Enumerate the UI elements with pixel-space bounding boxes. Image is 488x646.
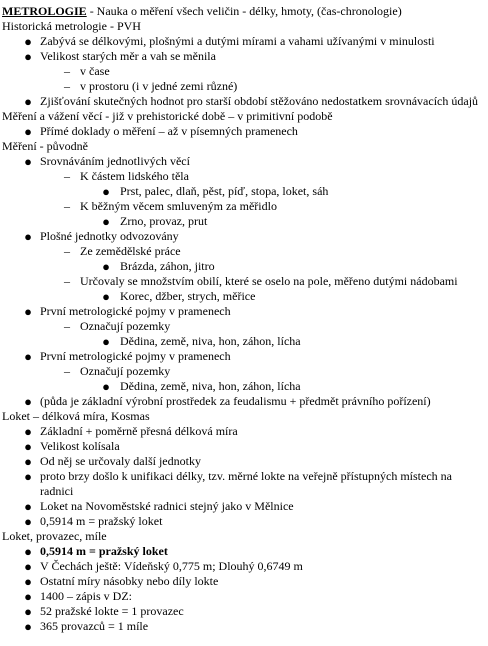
outline-item <box>2 199 482 214</box>
outline-item <box>2 469 482 499</box>
item-text: 1400 – zápis v DZ: <box>40 589 132 603</box>
item-text: Určovaly se množstvím obilí, které se oselo na pole, měřeno dutými nádobami <box>80 274 458 288</box>
bullet-icon: ● <box>24 304 32 319</box>
item-text: K běžným věcem smluveným za měřidlo <box>80 199 277 213</box>
item-text: Zabývá se délkovými, plošnými a dutými mírami a vahami užívanými v minulosti <box>40 34 435 48</box>
bullet-icon: ● <box>24 514 32 529</box>
dash-icon: – <box>64 364 70 378</box>
item-text: Historická metrologie - PVH <box>2 19 141 33</box>
outline-item <box>2 334 482 349</box>
item-text: v čase <box>80 64 110 78</box>
item-text: Dědina, země, niva, hon, záhon, lícha <box>120 379 301 393</box>
item-text: K částem lidského těla <box>80 169 189 183</box>
outline-item <box>2 34 482 49</box>
bullet-icon: ● <box>102 334 110 349</box>
item-text: První metrologické pojmy v pramenech <box>40 349 231 363</box>
item-text: Velikost starých měr a vah se měnila <box>40 49 216 63</box>
outline-item <box>2 124 482 139</box>
outline-item <box>2 604 482 619</box>
outline-item <box>2 454 482 469</box>
bullet-icon: ● <box>24 94 32 109</box>
item-text: Přímé doklady o měření – až v písemných pramenech <box>40 124 298 138</box>
outline-item <box>2 544 482 559</box>
bullet-icon: ● <box>24 34 32 49</box>
item-text: První metrologické pojmy v pramenech <box>40 304 231 318</box>
outline-item <box>2 169 482 184</box>
bullet-icon: ● <box>102 379 110 394</box>
bullet-icon: ● <box>24 574 32 589</box>
outline-item <box>2 214 482 229</box>
item-text: Srovnáváním jednotlivých věcí <box>40 154 190 168</box>
item-text: Brázda, záhon, jitro <box>120 259 215 273</box>
item-text: Velikost kolísala <box>40 439 120 453</box>
item-text: Označují pozemky <box>80 364 171 378</box>
dash-icon: – <box>64 199 70 213</box>
bullet-icon: ● <box>24 559 32 574</box>
item-text: Ze zemědělské práce <box>80 244 181 258</box>
bullet-icon: ● <box>102 259 110 274</box>
bullet-icon: ● <box>24 394 32 409</box>
title-description: - Nauka o měření všech veličin - délky, hmoty, (čas-chronologie) <box>86 4 402 18</box>
section-heading <box>2 529 482 544</box>
outline-item <box>2 574 482 589</box>
dash-icon: – <box>64 244 70 258</box>
dash-icon: – <box>64 274 70 288</box>
dash-icon: – <box>64 169 70 183</box>
title-heading: METROLOGIE <box>2 4 87 18</box>
item-text: Ostatní míry násobky nebo díly lokte <box>40 574 219 588</box>
outline-item <box>2 79 482 94</box>
item-text: Loket, provazec, míle <box>2 529 107 543</box>
outline-item <box>2 64 482 79</box>
bullet-icon: ● <box>24 154 32 169</box>
item-text: 365 provazců = 1 míle <box>40 619 149 633</box>
section-heading <box>2 409 482 424</box>
bullet-icon: ● <box>24 544 32 559</box>
outline-item <box>2 364 482 379</box>
section-heading <box>2 19 482 34</box>
bullet-icon: ● <box>24 229 32 244</box>
outline-item <box>2 259 482 274</box>
item-text: Od něj se určovaly další jednotky <box>40 454 201 468</box>
item-text: proto brzy došlo k unifikaci délky, tzv. měrné lokte na veřejně přístupných místech na radnici <box>40 469 452 498</box>
document-title <box>2 4 482 19</box>
outline-item <box>2 319 482 334</box>
outline-item <box>2 349 482 364</box>
item-text: Dědina, země, niva, hon, záhon, lícha <box>120 334 301 348</box>
item-text: Zrno, provaz, prut <box>120 214 208 228</box>
outline-item <box>2 379 482 394</box>
outline-item <box>2 304 482 319</box>
item-text: (půda je základní výrobní prostředek za feudalismu + předmět právního pořízení) <box>40 394 431 408</box>
bullet-icon: ● <box>24 424 32 439</box>
outline-item <box>2 589 482 604</box>
section-heading <box>2 109 482 124</box>
outline-item <box>2 394 482 409</box>
item-text: Zjišťování skutečných hodnot pro starší období stěžováno nedostatkem srovnávacích údajů <box>40 94 479 108</box>
bullet-icon: ● <box>24 589 32 604</box>
dash-icon: – <box>64 319 70 333</box>
outline-item <box>2 499 482 514</box>
outline-item <box>2 559 482 574</box>
item-text: Označují pozemky <box>80 319 171 333</box>
item-text: Základní + poměrně přesná délková míra <box>40 424 238 438</box>
item-text: Loket na Novoměstské radnici stejný jako v Mělnice <box>40 499 294 513</box>
bullet-icon: ● <box>24 454 32 469</box>
bullet-icon: ● <box>24 619 32 634</box>
item-text: Korec, džber, strych, měřice <box>120 289 256 303</box>
bullet-icon: ● <box>102 184 110 199</box>
item-text: Plošné jednotky odvozovány <box>40 229 179 243</box>
bullet-icon: ● <box>102 289 110 304</box>
item-text: V Čechách ještě: Vídeňský 0,775 m; Dlouhý 0,6749 m <box>40 559 303 573</box>
dash-icon: – <box>64 64 70 78</box>
outline-item <box>2 619 482 634</box>
bullet-icon: ● <box>24 499 32 514</box>
bullet-icon: ● <box>24 604 32 619</box>
outline-item <box>2 154 482 169</box>
item-text: 0,5914 m = pražský loket <box>40 514 163 528</box>
outline-item <box>2 514 482 529</box>
outline-item <box>2 244 482 259</box>
outline-item <box>2 49 482 64</box>
outline-item <box>2 289 482 304</box>
section-heading <box>2 139 482 154</box>
outline-item <box>2 424 482 439</box>
bullet-icon: ● <box>24 469 32 484</box>
bullet-icon: ● <box>24 49 32 64</box>
item-text: Loket – délková míra, Kosmas <box>2 409 150 423</box>
item-text: 0,5914 m = pražský loket <box>40 544 168 558</box>
item-text: Prst, palec, dlaň, pěst, píď, stopa, loket, sáh <box>120 184 329 198</box>
dash-icon: – <box>64 79 70 93</box>
item-text: Měření a vážení věcí - již v prehistorické době – v primitivní podobě <box>2 109 333 123</box>
item-text: 52 pražské lokte = 1 provazec <box>40 604 184 618</box>
outline-item <box>2 229 482 244</box>
outline-item <box>2 439 482 454</box>
item-text: v prostoru (i v jedné zemi různé) <box>80 79 238 93</box>
outline-item <box>2 274 482 289</box>
outline-list <box>2 19 482 634</box>
bullet-icon: ● <box>102 214 110 229</box>
bullet-icon: ● <box>24 439 32 454</box>
outline-item <box>2 94 482 109</box>
outline-item <box>2 184 482 199</box>
bullet-icon: ● <box>24 124 32 139</box>
bullet-icon: ● <box>24 349 32 364</box>
item-text: Měření - původně <box>2 139 88 153</box>
